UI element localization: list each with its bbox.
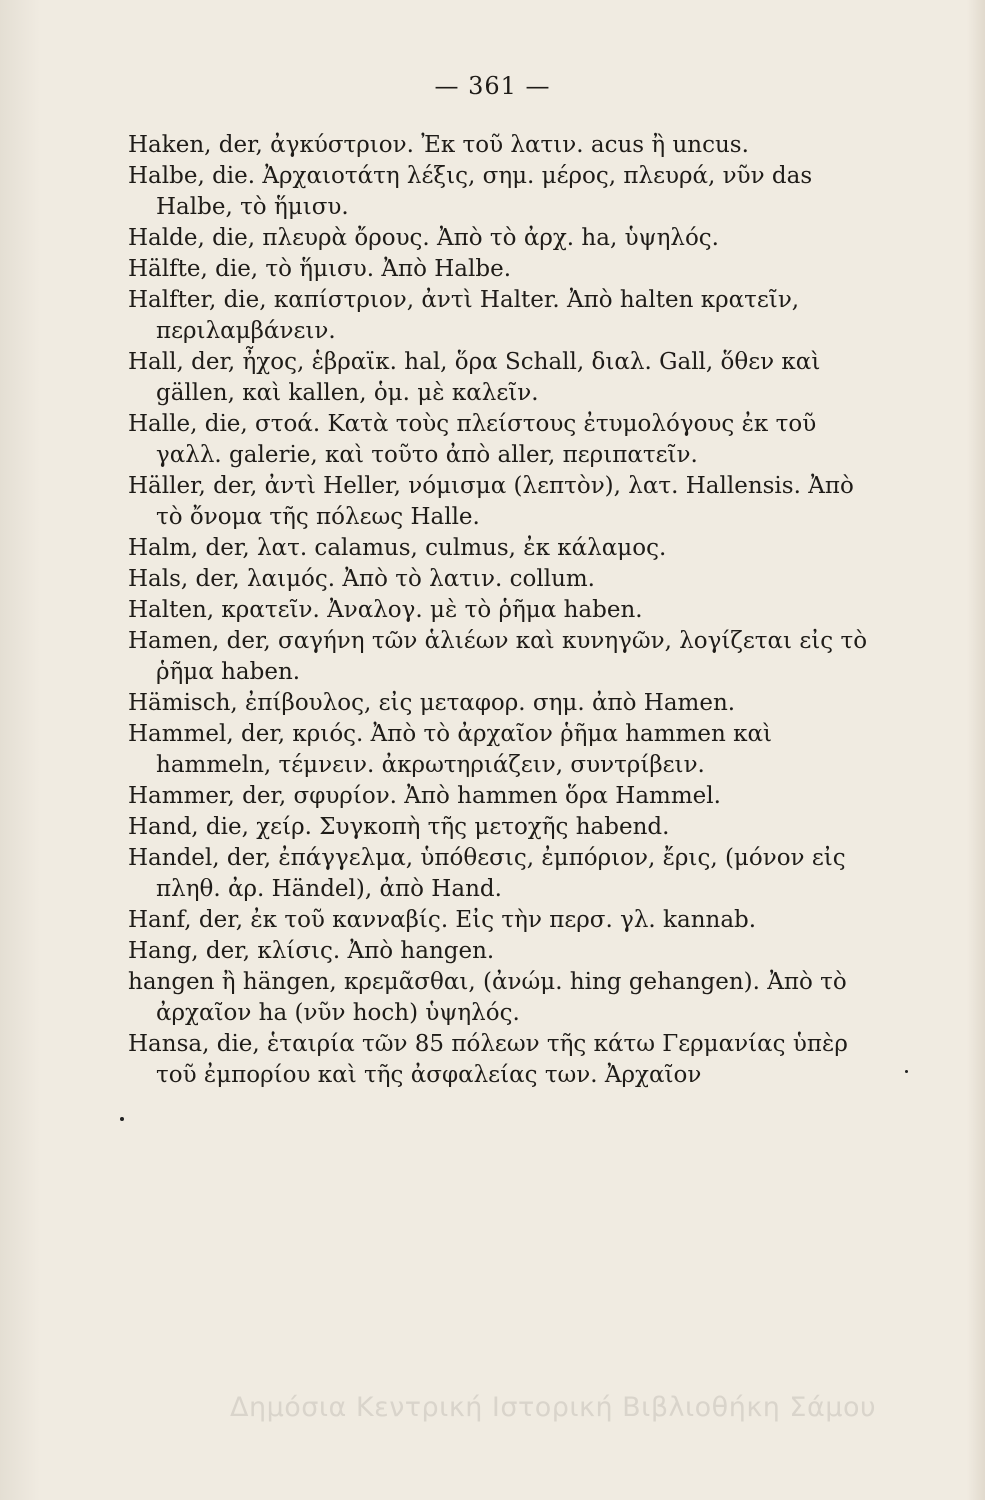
- dictionary-entries: [128, 130, 868, 1091]
- dictionary-entry: Hang, der, κλίσις. Ἀπὸ hangen.: [128, 938, 495, 964]
- page-edge: [967, 0, 985, 1500]
- dictionary-entry: Halbe, die. Ἀρχαιοτάτη λέξις, σημ. μέρος, πλευρά, νῦν das Halbe, τὸ ἥμισυ.: [128, 163, 813, 220]
- ink-spot: [905, 1070, 908, 1073]
- dictionary-entry: Häller, der, ἀντὶ Heller, νόμισμα (λεπτὸν), λατ. Hallensis. Ἀπὸ τὸ ὄνομα τῆς πόλεως Halle.: [128, 473, 854, 530]
- dictionary-entry: Hälfte, die, τὸ ἥμισυ. Ἀπὸ Halbe.: [128, 256, 512, 282]
- dictionary-entry: Halten, κρατεῖν. Ἀναλογ. μὲ τὸ ῥῆμα haben.: [128, 597, 643, 623]
- dictionary-entry: Handel, der, ἐπάγγελμα, ὑπόθεσις, ἐμπόριον, ἔρις, (μόνον εἰς πληθ. ἀρ. Händel), ἀπὸ Hand.: [128, 845, 846, 902]
- dictionary-entry: Hanf, der, ἐκ τοῦ κανναβίς. Εἰς τὴν περσ. γλ. kannab.: [128, 907, 757, 933]
- library-watermark: Δημόσια Κεντρική Ιστορική Βιβλιοθήκη Σάμου: [230, 1392, 877, 1423]
- dictionary-entry: Hals, der, λαιμός. Ἀπὸ τὸ λατιν. collum.: [128, 566, 595, 592]
- dictionary-entry: hangen ἢ hängen, κρεμᾶσθαι, (ἀνώμ. hing gehangen). Ἀπὸ τὸ ἀρχαῖον ha (νῦν hoch) ὑψηλός.: [128, 969, 847, 1026]
- dictionary-entry: Hamen, der, σαγήνη τῶν ἁλιέων καὶ κυνηγῶν, λογίζεται εἰς τὸ ῥῆμα haben.: [128, 628, 868, 685]
- dictionary-entry: Hansa, die, ἑταιρία τῶν 85 πόλεων τῆς κάτω Γερμανίας ὑπὲρ τοῦ ἐμπορίου καὶ τῆς ἀσφαλείας των. Ἀρχαῖον: [128, 1031, 848, 1088]
- dictionary-entry: Hämisch, ἐπίβουλος, εἰς μεταφορ. σημ. ἀπὸ Hamen.: [128, 690, 736, 716]
- dictionary-entry: Halde, die, πλευρὰ ὄρους. Ἀπὸ τὸ ἀρχ. ha, ὑψηλός.: [128, 225, 719, 251]
- dictionary-entry: Halfter, die, καπίστριον, ἀντὶ Halter. Ἀπὸ halten κρατεῖν, περιλαμβάνειν.: [128, 287, 800, 344]
- dictionary-entry: Haken, der, ἀγκύστριον. Ἐκ τοῦ λατιν. acus ἢ uncus.: [128, 132, 749, 158]
- dictionary-entry: Hall, der, ἦχος, ἑβραϊκ. hal, ὅρα Schall, διαλ. Gall, ὅθεν καὶ gällen, καὶ kallen, ὁμ. μὲ καλεῖν.: [128, 349, 821, 406]
- dictionary-entry: Hammer, der, σφυρίον. Ἀπὸ hammen ὅρα Hammel.: [128, 783, 721, 809]
- dictionary-entry: Hammel, der, κριός. Ἀπὸ τὸ ἀρχαῖον ῥῆμα hammen καὶ hammeln, τέμνειν. ἀκρωτηριάζειν, συντρίβειν.: [128, 721, 773, 778]
- dictionary-entry: Hand, die, χείρ. Συγκοπὴ τῆς μετοχῆς habend.: [128, 814, 670, 840]
- ink-spot: [120, 1117, 124, 1121]
- dictionary-entry: Halle, die, στοά. Κατὰ τοὺς πλείστους ἐτυμολόγους ἐκ τοῦ γαλλ. galerie, καὶ τοῦτο ἀπὸ aller, περιπατεῖν.: [128, 411, 817, 468]
- dictionary-entry: Halm, der, λατ. calamus, culmus, ἐκ κάλαμος.: [128, 535, 667, 561]
- page-number: — 361 —: [434, 72, 551, 100]
